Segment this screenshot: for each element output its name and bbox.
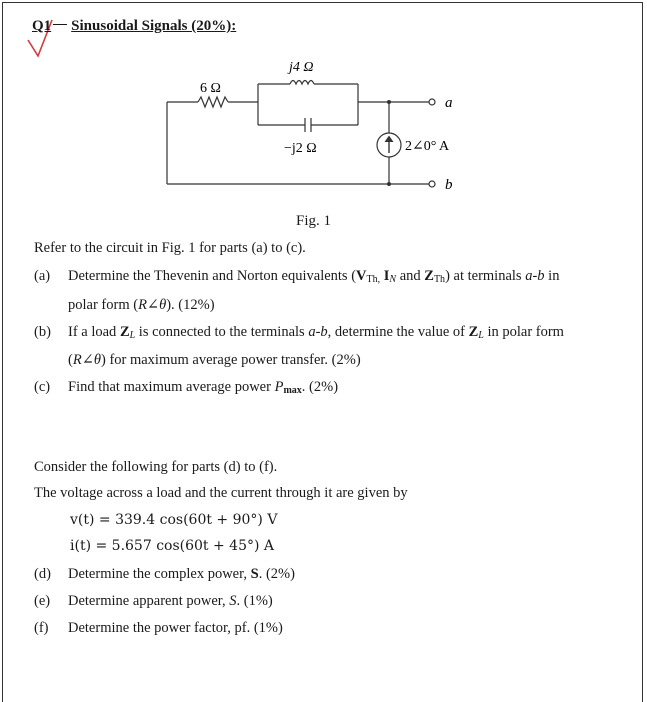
- part-f-label: (f): [34, 620, 49, 636]
- part-c-line: [34, 379, 338, 396]
- voltage-equation: v(t) = 339.4 cos(60t + 90°) V: [70, 512, 278, 528]
- inductor-label: j4 Ω: [289, 60, 314, 75]
- part-a-text-4: polar form (: [68, 297, 139, 313]
- question-heading: Sinusoidal Signals (20%):: [71, 18, 237, 34]
- part-d-text-2: . (2%): [258, 566, 295, 582]
- part-b-text-4: in polar form: [483, 324, 564, 340]
- source-arrow-icon: [385, 136, 394, 154]
- part-df-given: The voltage across a load and the current through it are given by: [34, 485, 408, 501]
- apparent-power-symbol: S: [229, 593, 237, 609]
- part-e-text-2: . (1%): [236, 593, 273, 609]
- zth-subscript: Th: [433, 274, 446, 285]
- terminal-a-label: a: [445, 95, 453, 111]
- part-e-label: (e): [34, 593, 51, 609]
- part-b-text-3: , determine the value of: [327, 324, 469, 340]
- zl-subscript: L: [129, 330, 136, 341]
- part-ac-intro: Refer to the circuit in Fig. 1 for parts (a) to (c).: [34, 240, 306, 256]
- part-f-text: Determine the power factor, pf. (1%): [68, 620, 283, 636]
- and-text: and: [396, 268, 425, 284]
- part-b-text-5: (: [68, 352, 73, 368]
- terminals-text-b: a-b: [308, 324, 328, 340]
- part-a-label: (a): [34, 268, 51, 284]
- part-e-line: [34, 593, 273, 610]
- part-df-intro: Consider the following for parts (d) to (f).: [34, 459, 278, 475]
- part-a-text-3: in: [544, 268, 560, 284]
- pmax-subscript: max: [283, 385, 302, 396]
- part-a-text-5: ). (12%): [166, 297, 215, 313]
- zl-symbol: Z: [119, 324, 130, 340]
- capacitor-label: −j2 Ω: [284, 141, 317, 156]
- terminal-b-label: b: [445, 177, 453, 193]
- circuit-diagram: [0, 0, 647, 230]
- polar-symbol-b: R∠θ: [72, 352, 101, 368]
- part-a-text-2: ) at terminals: [445, 268, 526, 284]
- part-e-text: Determine apparent power,: [68, 593, 230, 609]
- resistor-label: 6 Ω: [200, 81, 221, 96]
- part-b-line2: [68, 352, 361, 369]
- part-b-text: If a load: [68, 324, 120, 340]
- part-a-line2: [68, 297, 215, 314]
- part-d-line: [34, 566, 295, 583]
- zl-subscript-2: L: [478, 330, 484, 341]
- part-c-text-2: . (2%): [301, 379, 339, 395]
- part-f-line: [34, 620, 283, 637]
- part-b-text-6: ) for maximum average power transfer. (2%): [100, 352, 361, 368]
- current-equation: i(t) = 5.657 cos(60t + 45°) A: [70, 538, 275, 554]
- part-c-text: Find that maximum average power: [68, 379, 275, 395]
- zl-symbol-2: Z: [468, 324, 479, 340]
- part-d-text: Determine the complex power,: [68, 566, 251, 582]
- vth-symbol: V: [356, 268, 367, 284]
- part-b-line1: [34, 324, 564, 341]
- part-b-text-2: is connected to the terminals: [135, 324, 309, 340]
- in-subscript: N: [389, 274, 397, 285]
- polar-symbol: R∠θ: [138, 297, 167, 313]
- pmax-symbol: P: [274, 379, 284, 395]
- in-symbol: I: [380, 268, 390, 284]
- complex-power-symbol: S: [250, 566, 259, 582]
- figure-caption: Fig. 1: [296, 213, 332, 229]
- question-number: Q1: [32, 18, 52, 34]
- part-a-text: Determine the Thevenin and Norton equivalents (: [68, 268, 357, 284]
- part-c-label: (c): [34, 379, 51, 395]
- source-label: 2∠0° A: [405, 139, 450, 154]
- part-b-label: (b): [34, 324, 51, 340]
- part-a-line1: [34, 268, 559, 285]
- vth-subscript: Th,: [366, 274, 381, 285]
- zth-symbol: Z: [424, 268, 434, 284]
- part-d-label: (d): [34, 566, 51, 582]
- terminals-text: a-b: [525, 268, 545, 284]
